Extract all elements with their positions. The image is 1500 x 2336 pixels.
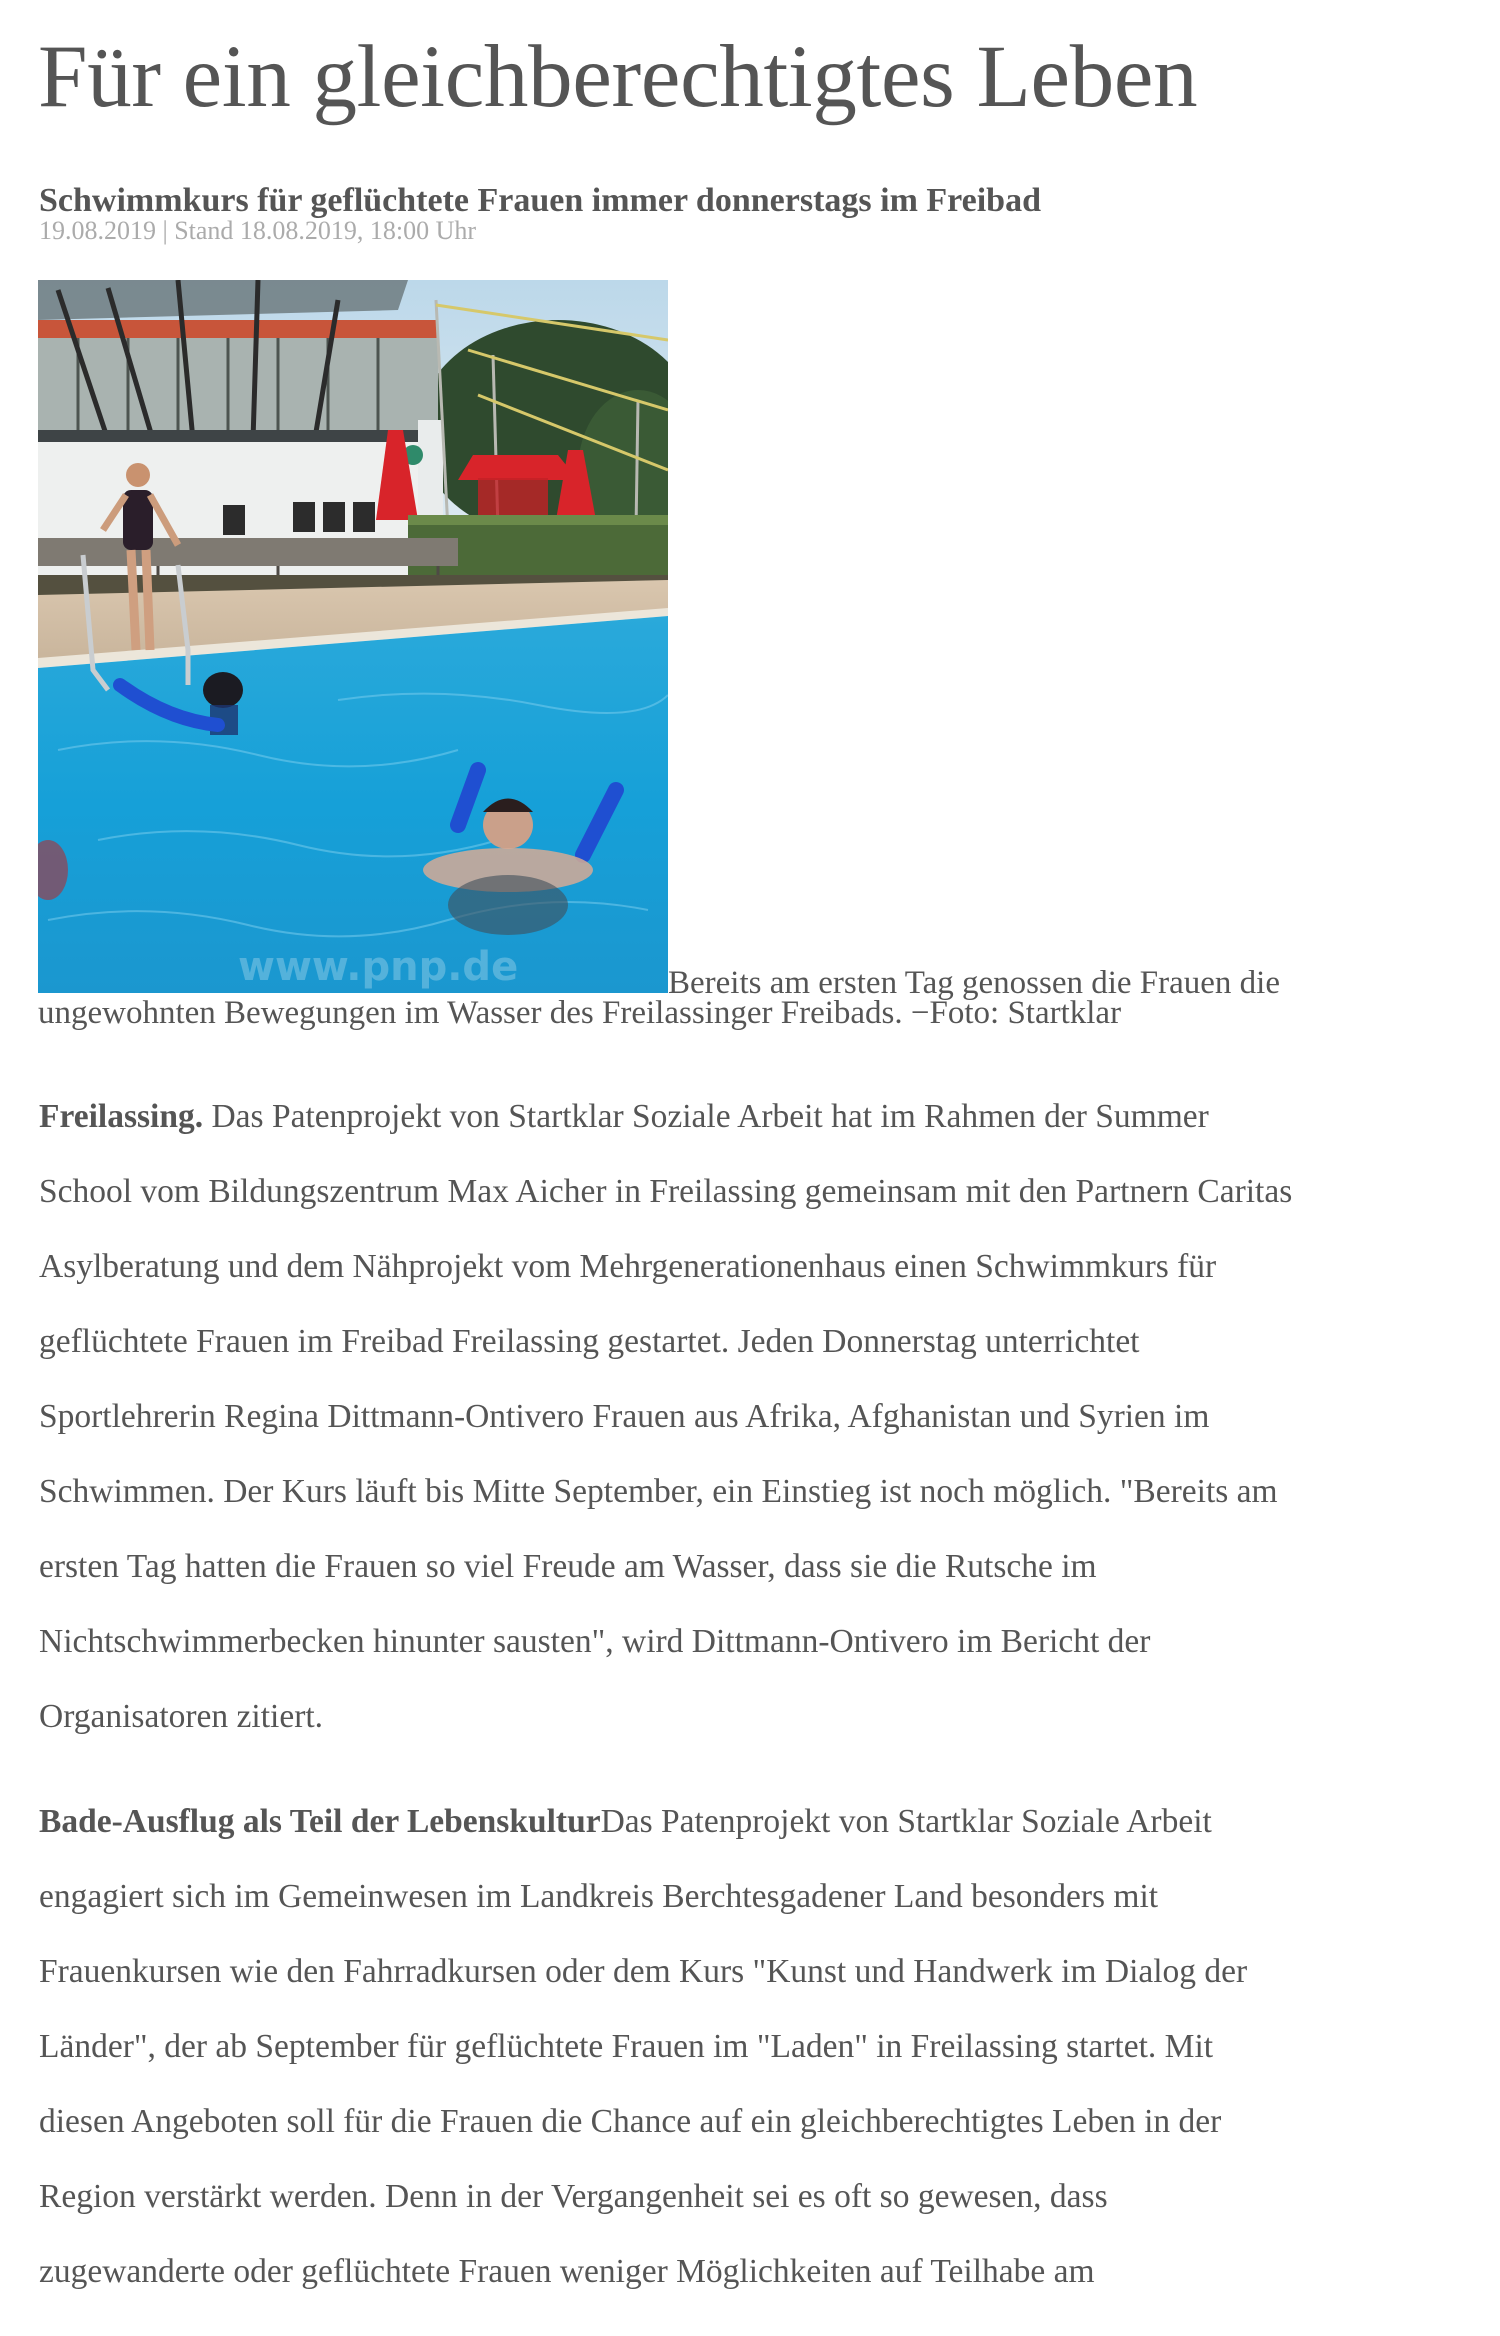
photo-caption-line2: ungewohnten Bewegungen im Wasser des Freilassinger Freibads. −Foto: Startklar xyxy=(38,995,1122,1031)
paragraph-lead: Freilassing. xyxy=(39,1098,204,1135)
paragraph-line: diesen Angeboten soll für die Frauen die Chance auf ein gleichberechtigtes Leben in der xyxy=(39,2103,1222,2140)
paragraph-line xyxy=(39,1079,1500,1154)
article-dateline: 19.08.2019 | Stand 18.08.2019, 18:00 Uhr xyxy=(39,216,477,245)
paragraph-line xyxy=(39,1784,1500,1859)
paragraph-line: Nichtschwimmerbecken hinunter sausten", wird Dittmann-Ontivero im Bericht der xyxy=(39,1623,1151,1660)
photo-caption-line1: Bereits am ersten Tag genossen die Frauen die xyxy=(668,965,1280,1001)
paragraph-line: Frauenkursen wie den Fahrradkursen oder dem Kurs "Kunst und Handwerk im Dialog der xyxy=(39,1953,1248,1990)
article-paragraph-1 xyxy=(39,1079,1500,1754)
paragraph-text: Das Patenprojekt von Startklar Soziale Arbeit hat im Rahmen der Summer xyxy=(203,1098,1209,1135)
paragraph-line: Schwimmen. Der Kurs läuft bis Mitte September, ein Einstieg ist noch möglich. "Bereits am xyxy=(39,1473,1278,1510)
paragraph-line: Region verstärkt werden. Denn in der Vergangenheit sei es oft so gewesen, dass xyxy=(39,2178,1108,2215)
paragraph-line: Sportlehrerin Regina Dittmann-Ontivero Frauen aus Afrika, Afghanistan und Syrien im xyxy=(39,1398,1210,1435)
paragraph-lead: Bade-Ausflug als Teil der Lebenskultur xyxy=(39,1803,601,1840)
paragraph-line: geflüchtete Frauen im Freibad Freilassing gestartet. Jeden Donnerstag unterrichtet xyxy=(39,1323,1140,1360)
photo-watermark: www.pnp.de xyxy=(238,944,519,990)
pool-photo-image xyxy=(38,280,668,993)
article-paragraph-2 xyxy=(39,1784,1500,2309)
paragraph-line: ersten Tag hatten die Frauen so viel Freude am Wasser, dass sie die Rutsche im xyxy=(39,1548,1097,1585)
paragraph-line: Asylberatung und dem Nähprojekt vom Mehrgenerationenhaus einen Schwimmkurs für xyxy=(39,1248,1217,1285)
article-figure xyxy=(38,280,1500,1029)
paragraph-text: Das Patenprojekt von Startklar Soziale Arbeit xyxy=(600,1803,1212,1840)
paragraph-line: School vom Bildungszentrum Max Aicher in Freilassing gemeinsam mit den Partnern Caritas xyxy=(39,1173,1293,1210)
paragraph-line: Länder", der ab September für geflüchtete Frauen im "Laden" in Freilassing startet. Mit xyxy=(39,2028,1214,2065)
article-title: Für ein gleichberechtigtes Leben xyxy=(38,28,1198,126)
article-photo xyxy=(38,280,668,993)
paragraph-line: zugewanderte oder geflüchtete Frauen weniger Möglichkeiten auf Teilhabe am xyxy=(39,2253,1095,2290)
paragraph-line: Organisatoren zitiert. xyxy=(39,1698,324,1735)
article-subtitle: Schwimmkurs für geflüchtete Frauen immer donnerstags im Freibad xyxy=(39,182,1041,219)
paragraph-line: engagiert sich im Gemeinwesen im Landkreis Berchtesgadener Land besonders mit xyxy=(39,1878,1159,1915)
